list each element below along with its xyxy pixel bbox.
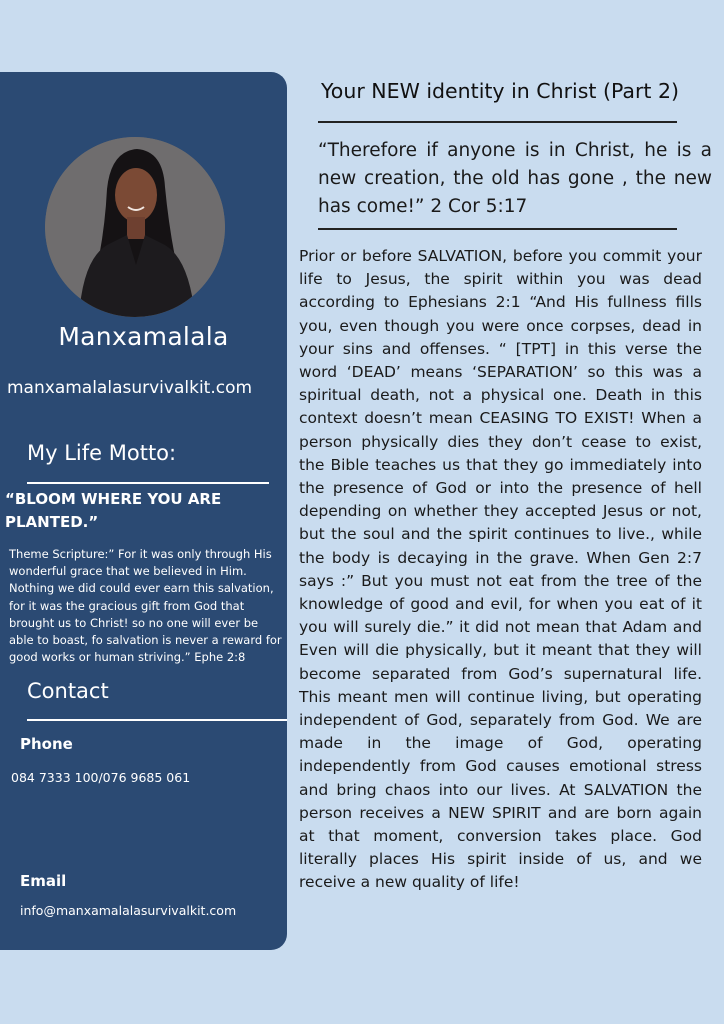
email-address[interactable]: info@manxamalalasurvivalkit.com	[20, 903, 237, 918]
person-portrait-icon	[45, 137, 225, 317]
contact-divider	[27, 719, 287, 721]
profile-photo	[45, 137, 225, 317]
motto-heading: My Life Motto:	[27, 441, 177, 465]
scripture-quote: “Therefore if anyone is in Christ, he is a new creation, the old has gone , the new has come!” 2 Cor 5:17	[318, 140, 712, 217]
article-body: Prior or before SALVATION, before you commit your life to Jesus, the spirit within you was dead according to Ephesians 2:1 “And His fullness fills you, even though you were once corpses, dead in your sins and offenses. “ [TPT] in this verse the word ‘DEAD’ means ‘SEPARATION’ so this was a spiritual death, not a physical one. Death in this context doesn’t mean CEASING TO EXIST! When a person physically dies they don’t cease to exist, the Bible teaches us that they go immediately into the presence of God or into the presence of hell depending on whether they accepted Jesus or not, but the soul and the spirit continues to live., while the body is decaying in the grave. When Gen 2:7 says :” But you must not eat from the tree of the knowledge of good and evil, for when you eat of it you will surely die.” it did not mean that Adam and Even will die physically, but it meant that they will become separated from God’s supernatural life. This meant men will continue living, but operating independent of God, separately from God. We are made in the image of God, operating independently from God causes emotional stress and bring chaos into our lives. At SALVATION the person receives a NEW SPIRIT and are born again at that moment, conversion takes place. God literally places His spirit inside of us, and we receive a new quality of life!	[299, 247, 702, 892]
website-link[interactable]: manxamalalasurvivalkit.com	[7, 378, 253, 398]
life-motto: “BLOOM WHERE YOU ARE PLANTED.”	[5, 490, 222, 531]
title-divider	[318, 121, 677, 123]
theme-scripture: Theme Scripture:” For it was only through His wonderful grace that we believed in Him. Nothing we did could ever earn this salvation, for it was the gracious gift from God that brought us to Christ! so no one will ever be able to boast, fo salvation is never a reward for good works or human striving.” Ephe 2:8	[9, 547, 282, 665]
contact-heading: Contact	[27, 679, 109, 703]
email-label: Email	[20, 872, 67, 890]
phone-number[interactable]: 084 7333 100/076 9685 061	[11, 770, 191, 785]
quote-divider	[318, 228, 677, 230]
profile-name: Manxamalala	[58, 322, 229, 351]
motto-divider	[27, 482, 269, 484]
phone-label: Phone	[20, 735, 73, 753]
profile-sidebar	[0, 72, 287, 950]
article-title: Your NEW identity in Christ (Part 2)	[321, 79, 679, 103]
